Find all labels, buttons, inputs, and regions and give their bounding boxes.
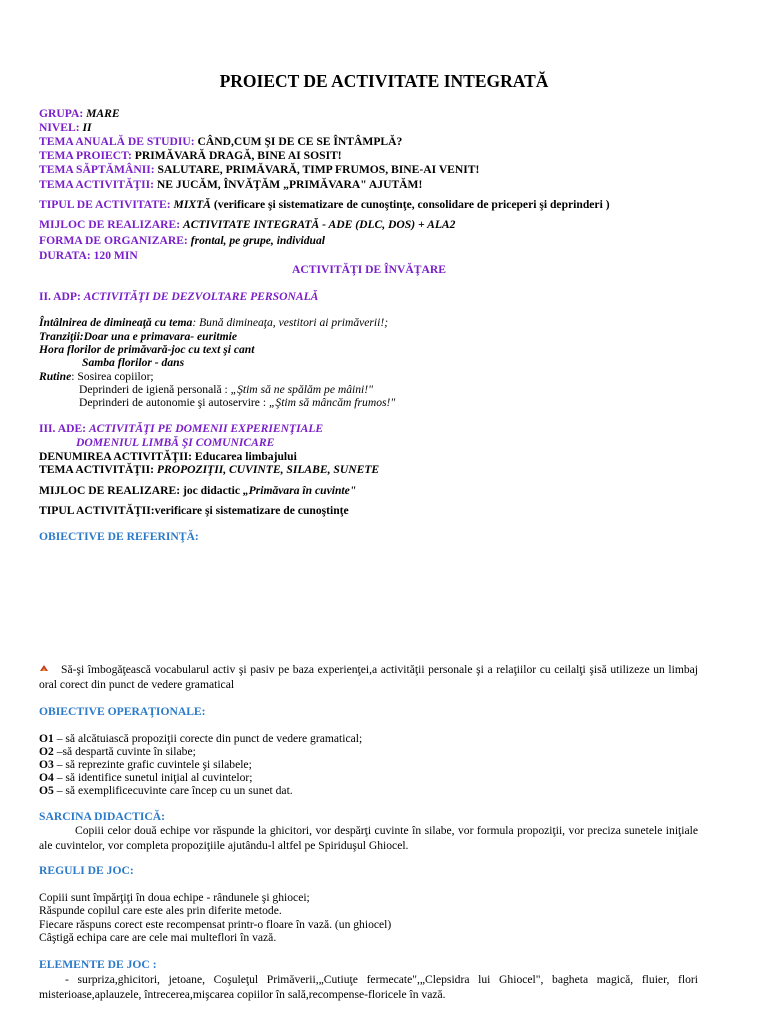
tema-saptamanii-label: TEMA SĂPTĂMÂNII: <box>39 163 155 176</box>
forma-label: FORMA DE ORGANIZARE: <box>39 234 188 247</box>
domeniul-line: DOMENIUL LIMBĂ ŞI COMUNICARE <box>76 436 275 449</box>
tipul-activitate-line <box>39 198 610 211</box>
sarcina-text: Copiii celor două echipe vor răspunde la ghicitori, vor despărţi cuvinte în silabe, vor formula propoziţii, vor preciza sunetele iniţiale ale cuvintelor, vor completa propoziţiile ajutându-l altfel pe Spiriduşul Ghiocel. <box>39 824 698 852</box>
page-title: PROIECT DE ACTIVITATE INTEGRATĂ <box>219 71 549 91</box>
deprinderi-igiena-text: Deprinderi de igienă personală : <box>79 383 231 396</box>
deprinderi-igiena-line <box>79 383 373 396</box>
tema-anuala-label: TEMA ANUALĂ DE STUDIU: <box>39 135 195 148</box>
tema-proiect-value: PRIMĂVARĂ DRAGĂ, BINE AI SOSIT! <box>134 149 342 162</box>
mijloc-label: MIJLOC DE REALIZARE: <box>39 218 181 231</box>
adp-heading-label: II. ADP: <box>39 290 81 303</box>
tema-proiect-label: TEMA PROIECT: <box>39 149 132 162</box>
grupa-line <box>39 107 120 120</box>
tema-ade-value: PROPOZIŢII, CUVINTE, SILABE, SUNETE <box>156 463 380 476</box>
adp-heading-value: ACTIVITĂŢI DE DEZVOLTARE PERSONALĂ <box>83 290 319 303</box>
objective-o3 <box>39 758 252 771</box>
elemente-text: - surpriza,ghicitori, jetoane, Coşuleţul Primăverii,„Cutiuţe fermecate",„Clepsidra lui Ghiocel", bagheta magică, fluier, flori misterioase,aplauzele, întrecerea,mişcarea copiilor în sală,recompense-floricele în vază. <box>39 973 698 1001</box>
objective-o4 <box>39 771 252 784</box>
tipul-label: TIPUL DE ACTIVITATE: <box>39 198 171 211</box>
objective-text: – să exemplificecuvinte care încep cu un sunet dat. <box>53 784 293 797</box>
ade-heading <box>39 422 323 435</box>
objective-code: O4 <box>39 771 54 784</box>
tema-activitatii-label: TEMA ACTIVITĂŢII: <box>39 178 154 191</box>
tema-activitatii-value: NE JUCĂM, ÎNVĂŢĂM „PRIMĂVARA" AJUTĂM! <box>156 178 423 191</box>
regula-3: Fiecare răspuns corect este recompensat printr-o floare în vază. (un ghiocel) <box>39 918 392 931</box>
intalnirea-line <box>39 316 388 329</box>
mijloc-ade-value: „Primăvara în cuvinte" <box>242 484 357 497</box>
objective-o1 <box>39 732 362 745</box>
forma-organizare-line <box>39 234 325 247</box>
denumirea-label: DENUMIREA ACTIVITĂŢII: <box>39 450 192 463</box>
grupa-value: MARE <box>86 107 120 120</box>
intalnirea-value: : Bună dimineaţa, vestitori ai primăverii!; <box>192 316 389 329</box>
tema-ade-label: TEMA ACTIVITĂŢII: <box>39 463 154 476</box>
forma-value: frontal, pe grupe, individual <box>190 234 326 247</box>
tranzitii-line <box>39 330 237 343</box>
rutine-label: Rutine <box>39 370 72 383</box>
hora-line: Hora florilor de primăvară-joc cu text şi cant <box>39 343 255 356</box>
rutine-value: : Sosirea copiilor; <box>71 370 154 383</box>
denumirea-line <box>39 450 297 463</box>
tema-activitatii-line <box>39 178 422 191</box>
nivel-line <box>39 121 92 134</box>
tipul-ade-line: TIPUL ACTIVITĂŢII:verificare şi sistematizare de cunoştinţe <box>39 504 349 517</box>
regula-1: Copiii sunt împărţiţi în doua echipe - rândunele şi ghiocei; <box>39 891 310 904</box>
objective-text: –să despartă cuvinte în silabe; <box>53 745 196 758</box>
objective-o5 <box>39 784 293 797</box>
ade-heading-label: III. ADE: <box>39 422 87 435</box>
sarcina-heading: SARCINA DIDACTICĂ: <box>39 810 165 823</box>
ade-heading-value: ACTIVITĂŢI PE DOMENII EXPERIENŢIALE <box>88 422 324 435</box>
mijloc-ade-line <box>39 484 356 497</box>
tema-ade-line <box>39 463 379 476</box>
tema-anuala-line <box>39 135 402 148</box>
objective-code: O5 <box>39 784 54 797</box>
regula-2: Răspunde copilul care este ales prin diferite metode. <box>39 904 282 917</box>
deprinderi-autonomie-text: Deprinderi de autonomie şi autoservire : <box>79 396 269 409</box>
reguli-heading: REGULI DE JOC: <box>39 864 134 877</box>
obiective-referinta-text: Să-şi îmbogăţească vocabularul activ şi pasiv pe baza experienţei,a activităţii personale şi a relaţiilor cu ceilalţi şisă utilizeze un limbaj oral corect din punct de vedere gramatical <box>39 663 698 691</box>
objective-code: O1 <box>39 732 54 745</box>
regula-4: Câştigă echipa care are cele mai multeflori în vază. <box>39 931 277 944</box>
deprinderi-autonomie-quote: „Ştim să mâncăm frumos!" <box>268 396 396 409</box>
mijloc-value: ACTIVITATE INTEGRATĂ - ADE (DLC, DOS) + ALA2 <box>182 218 456 231</box>
tipul-value: MIXTĂ <box>173 198 211 211</box>
objective-text: – să alcătuiască propoziţii corecte din punct de vedere gramatical; <box>53 732 363 745</box>
obiective-referinta-heading: OBIECTIVE DE REFERINŢĂ: <box>39 530 199 543</box>
samba-line: Samba florilor - dans <box>82 356 185 369</box>
tipul-value-rest: (verificare şi sistematizare de cunoştinţe, consolidare de priceperi şi deprinderi ) <box>213 198 610 211</box>
objective-text: – să reprezinte grafic cuvintele şi silabele; <box>53 758 252 771</box>
tema-proiect-line <box>39 149 342 162</box>
rutine-line <box>39 370 154 383</box>
deprinderi-igiena-quote: „Ştim să ne spălăm pe mâini!" <box>230 383 374 396</box>
grupa-label: GRUPA: <box>39 107 84 120</box>
intalnirea-label: Întâlnirea de dimineaţă cu tema <box>39 316 193 329</box>
nivel-label: NIVEL: <box>39 121 80 134</box>
obiective-operationale-heading: OBIECTIVE OPERAŢIONALE: <box>39 705 206 718</box>
mijloc-ade-label: MIJLOC DE REALIZARE: joc didactic <box>39 484 243 497</box>
elemente-heading: ELEMENTE DE JOC : <box>39 958 157 971</box>
tema-saptamanii-line <box>39 163 479 176</box>
denumirea-value: Educarea limbajului <box>194 450 297 463</box>
tranzitii-label: Tranziţii: <box>39 330 84 343</box>
objective-code: O3 <box>39 758 54 771</box>
deprinderi-autonomie-line <box>79 396 395 409</box>
objective-code: O2 <box>39 745 54 758</box>
tranzitii-value: Doar una e primavara- euritmie <box>83 330 237 343</box>
nivel-value: II <box>82 121 92 134</box>
tema-saptamanii-value: SALUTARE, PRIMĂVARĂ, TIMP FRUMOS, BINE-AI VENIT! <box>157 163 480 176</box>
objective-o2 <box>39 745 196 758</box>
mijloc-realizare-line <box>39 218 455 231</box>
adp-heading <box>39 290 318 303</box>
tema-anuala-value: CÂND,CUM ŞI DE CE SE ÎNTÂMPLĂ? <box>197 135 403 148</box>
activitati-heading: ACTIVITĂŢI DE ÎNVĂŢARE <box>292 263 446 276</box>
objective-text: – să identifice sunetul iniţial al cuvintelor; <box>53 771 253 784</box>
durata: DURATA: 120 MIN <box>39 249 138 262</box>
